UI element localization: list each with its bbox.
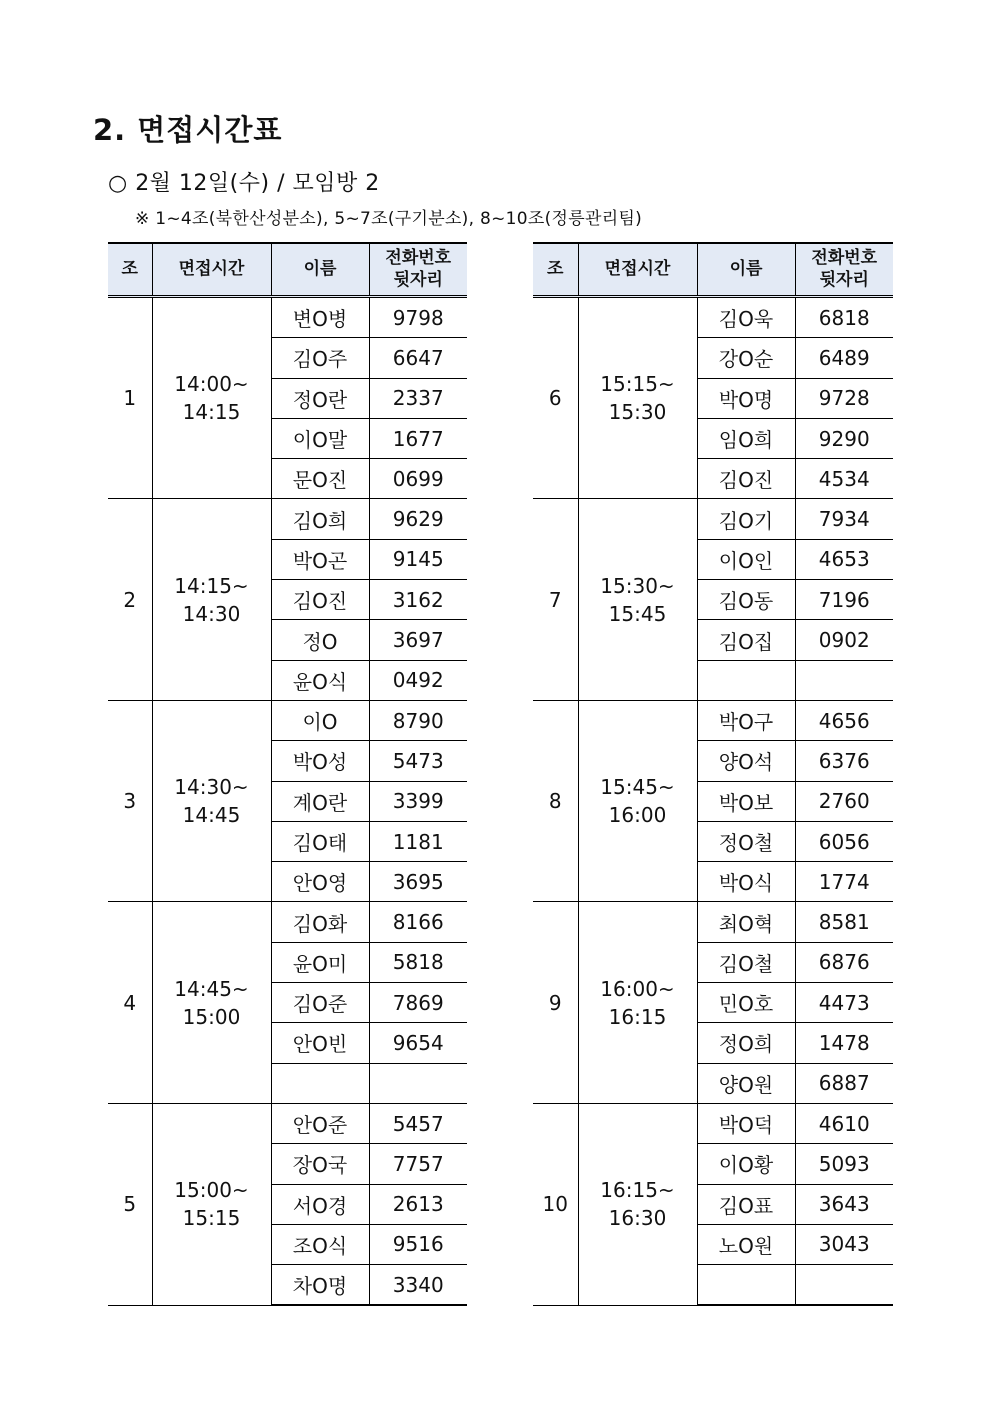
interview-time [152,700,271,901]
time-end: 15:45 [608,601,667,626]
phone-last-digits: 6647 [369,338,467,378]
phone-last-digits: 7196 [795,580,893,620]
phone-last-digits: 6818 [795,297,893,338]
table-row [108,902,467,942]
time-start: 15:45~ [600,775,675,800]
time-start: 15:30~ [600,573,675,598]
time-end: 15:30 [608,400,667,425]
group-number: 3 [108,700,152,901]
candidate-name: 변O병 [271,297,369,338]
candidate-name [697,660,795,700]
table-row [533,1103,893,1143]
candidate-name: 임O희 [697,418,795,458]
candidate-name: 박O식 [697,862,795,902]
candidate-name: 윤O식 [271,660,369,700]
candidate-name: 김O표 [697,1184,795,1224]
time-end: 14:15 [182,400,241,425]
candidate-name [697,1265,795,1306]
candidate-name: 박O구 [697,700,795,740]
candidate-name: 조O식 [271,1224,369,1264]
group-number: 8 [533,700,578,901]
candidate-name: 안O빈 [271,1023,369,1063]
time-start: 16:00~ [600,976,675,1001]
schedule-table-left [108,242,467,1306]
candidate-name: 김O욱 [697,297,795,338]
candidate-name: 차O명 [271,1265,369,1306]
phone-last-digits: 0902 [795,620,893,660]
table-row [533,499,893,539]
header-time: 면접시간 [152,243,271,297]
time-end: 16:15 [608,1004,667,1029]
phone-last-digits: 9798 [369,297,467,338]
phone-last-digits: 0699 [369,459,467,499]
phone-last-digits: 6056 [795,821,893,861]
phone-last-digits: 4534 [795,459,893,499]
phone-last-digits: 5093 [795,1144,893,1184]
phone-last-digits: 8790 [369,700,467,740]
candidate-name: 박O덕 [697,1103,795,1143]
table-row [108,1103,467,1143]
candidate-name: 강O순 [697,338,795,378]
time-end: 16:30 [608,1206,667,1231]
phone-last-digits: 2337 [369,378,467,418]
phone-last-digits: 3162 [369,580,467,620]
candidate-name: 정O철 [697,821,795,861]
phone-last-digits: 8166 [369,902,467,942]
phone-last-digits: 9629 [369,499,467,539]
phone-last-digits: 3043 [795,1224,893,1264]
phone-last-digits: 1774 [795,862,893,902]
candidate-name: 김O철 [697,942,795,982]
phone-last-digits: 9728 [795,378,893,418]
time-end: 15:00 [182,1004,241,1029]
group-number: 4 [108,902,152,1103]
time-end: 14:45 [182,803,241,828]
candidate-name: 김O기 [697,499,795,539]
phone-last-digits: 4656 [795,700,893,740]
phone-last-digits: 6489 [795,338,893,378]
candidate-name: 박O명 [697,378,795,418]
phone-last-digits: 5473 [369,741,467,781]
interview-time [578,297,697,499]
interview-time [152,499,271,700]
phone-last-digits: 2613 [369,1184,467,1224]
phone-last-digits: 4473 [795,983,893,1023]
phone-last-digits: 8581 [795,902,893,942]
candidate-name: 정O [271,620,369,660]
phone-last-digits: 7934 [795,499,893,539]
phone-last-digits [369,1063,467,1103]
header-phone-line2: 뒷자리 [393,269,443,290]
candidate-name: 서O경 [271,1184,369,1224]
phone-last-digits: 6887 [795,1063,893,1103]
time-start: 16:15~ [600,1178,675,1203]
session-subtitle: ○ 2월 12일(수) / 모임방 2 [108,171,380,196]
time-start: 15:00~ [174,1178,249,1203]
group-number: 5 [108,1103,152,1305]
candidate-name: 장O국 [271,1144,369,1184]
table-row [533,297,893,338]
group-number: 2 [108,499,152,700]
table-row [108,700,467,740]
candidate-name: 양O원 [697,1063,795,1103]
schedule-table-right [533,242,893,1306]
phone-last-digits [795,1265,893,1306]
phone-last-digits: 6376 [795,741,893,781]
header-time: 면접시간 [578,243,697,297]
time-start: 14:00~ [174,372,249,397]
candidate-name: 정O희 [697,1023,795,1063]
candidate-name: 윤O미 [271,942,369,982]
header-phone-line2: 뒷자리 [819,269,869,290]
candidate-name: 박O곤 [271,539,369,579]
candidate-name: 김O진 [271,580,369,620]
header-group: 조 [533,243,578,297]
table-row [533,902,893,942]
candidate-name: 민O호 [697,983,795,1023]
candidate-name: 문O진 [271,459,369,499]
candidate-name: 노O원 [697,1224,795,1264]
time-end: 16:00 [608,803,667,828]
header-phone-line1: 전화번호 [385,248,452,269]
time-start: 14:30~ [174,775,249,800]
header-phone-line1: 전화번호 [811,248,878,269]
group-number: 10 [533,1103,578,1305]
table-row [108,499,467,539]
phone-last-digits: 0492 [369,660,467,700]
candidate-name: 김O진 [697,459,795,499]
candidate-name: 안O영 [271,862,369,902]
interview-time [152,297,271,499]
candidate-name: 박O보 [697,781,795,821]
candidate-name [271,1063,369,1103]
group-number: 6 [533,297,578,499]
interview-time [578,700,697,901]
header-phone [795,243,893,297]
table-header-row [108,243,467,297]
page-title: 2. 면접시간표 [93,113,283,147]
table-header-row [533,243,893,297]
phone-last-digits: 3340 [369,1265,467,1306]
phone-last-digits: 9654 [369,1023,467,1063]
candidate-name: 안O준 [271,1103,369,1143]
header-group: 조 [108,243,152,297]
phone-last-digits: 9290 [795,418,893,458]
phone-last-digits: 4610 [795,1103,893,1143]
phone-last-digits: 7757 [369,1144,467,1184]
phone-last-digits: 1677 [369,418,467,458]
candidate-name: 김O동 [697,580,795,620]
interview-time [578,902,697,1103]
time-end: 15:15 [182,1206,241,1231]
phone-last-digits: 2760 [795,781,893,821]
phone-last-digits: 1181 [369,821,467,861]
phone-last-digits: 5457 [369,1103,467,1143]
candidate-name: 김O집 [697,620,795,660]
phone-last-digits: 4653 [795,539,893,579]
phone-last-digits: 7869 [369,983,467,1023]
interview-time [152,1103,271,1305]
candidate-name: 계O란 [271,781,369,821]
candidate-name: 이O인 [697,539,795,579]
group-number: 7 [533,499,578,700]
phone-last-digits: 3695 [369,862,467,902]
phone-last-digits: 1478 [795,1023,893,1063]
candidate-name: 이O황 [697,1144,795,1184]
time-start: 14:45~ [174,976,249,1001]
header-phone [369,243,467,297]
phone-last-digits: 3643 [795,1184,893,1224]
candidate-name: 김O준 [271,983,369,1023]
phone-last-digits: 9516 [369,1224,467,1264]
candidate-name: 김O태 [271,821,369,861]
group-number: 1 [108,297,152,499]
group-number: 9 [533,902,578,1103]
candidate-name: 최O혁 [697,902,795,942]
phone-last-digits: 9145 [369,539,467,579]
interview-time [152,902,271,1103]
phone-last-digits: 5818 [369,942,467,982]
candidate-name: 김O주 [271,338,369,378]
candidate-name: 김O희 [271,499,369,539]
table-row [533,700,893,740]
candidate-name: 이O [271,700,369,740]
candidate-name: 양O석 [697,741,795,781]
candidate-name: 박O성 [271,741,369,781]
time-start: 14:15~ [174,573,249,598]
header-name: 이름 [697,243,795,297]
group-location-note: ※ 1~4조(북한산성분소), 5~7조(구기분소), 8~10조(정릉관리팀) [135,209,643,229]
candidate-name: 정O란 [271,378,369,418]
phone-last-digits [795,660,893,700]
phone-last-digits: 3697 [369,620,467,660]
candidate-name: 이O말 [271,418,369,458]
table-row [108,297,467,338]
interview-time [578,499,697,700]
time-end: 14:30 [182,601,241,626]
candidate-name: 김O화 [271,902,369,942]
header-name: 이름 [271,243,369,297]
phone-last-digits: 3399 [369,781,467,821]
interview-time [578,1103,697,1305]
phone-last-digits: 6876 [795,942,893,982]
time-start: 15:15~ [600,372,675,397]
